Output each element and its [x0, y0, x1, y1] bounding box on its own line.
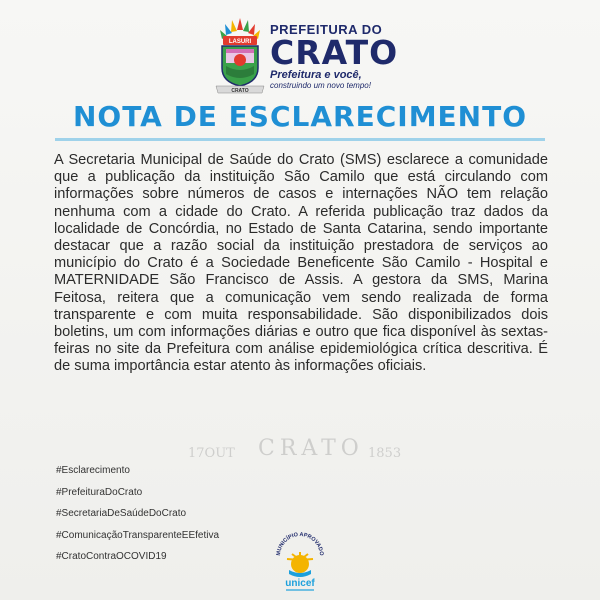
header	[0, 8, 600, 98]
svg-text:MUNICÍPIO APROVADO: MUNICÍPIO APROVADO	[275, 531, 325, 557]
watermark-right: 1853	[368, 446, 402, 461]
hashtag: #Esclarecimento	[56, 465, 130, 476]
unicef-approved-badge-icon	[272, 530, 328, 594]
svg-text:unicef: unicef	[285, 578, 315, 589]
statement-text: A Secretaria Municipal de Saúde do Crato (SMS) esclarece a comunidade que a publicação da instituição São Camilo que está circulando com informações sobre números de casos e internações NÃO tem relação nenhuma com a cidade do Crato. A referida publicação traz dados da localidade de Concórdia, no Estado de Santa Catarina, sendo importante destacar que a razão social da instituição prestadora de serviços ao município do Crato é a Sociedade Beneficente São Camilo - Hospital e MATERNIDADE São Francisco de Assis. A gestora da SMS, Marina Feitosa, reitera que a comunicação vem sendo realizada de forma transparente e com muita responsabilidade. São disponibilizados dois boletins, um com informações diárias e outro que fica disponível às sextas-feiras no site da Prefeitura com análise epidemiológica crítica descritiva. É de suma importância estar atento às informações oficiais.	[54, 152, 548, 375]
city-crest-icon	[212, 16, 268, 96]
watermark-left: 17OUT	[188, 446, 235, 461]
svg-text:LASURI: LASURI	[228, 39, 252, 45]
hashtag: #SecretariaDeSaúdeDoCrato	[56, 508, 187, 519]
brand-name: CRATO	[270, 33, 399, 72]
svg-text:CRATO: CRATO	[231, 88, 249, 94]
title-underline	[55, 138, 545, 141]
brand-logo	[270, 22, 410, 90]
hashtag: #PrefeituraDoCrato	[56, 486, 143, 498]
watermark-center: CRATO	[258, 436, 364, 461]
hashtag-list	[56, 460, 219, 568]
hashtag: #ComunicaçãoTransparenteEEfetiva	[56, 529, 220, 541]
page-title: NOTA DE ESCLARECIMENTO	[72, 100, 528, 133]
watermark-seal	[188, 436, 410, 472]
brand-pre-title: PREFEITURA DO	[270, 22, 383, 37]
hashtag: #CratoContraOCOVID19	[56, 551, 167, 562]
brand-slogan: Prefeitura e você,	[270, 69, 362, 81]
brand-slogan-sub: construindo um novo tempo!	[270, 81, 371, 90]
